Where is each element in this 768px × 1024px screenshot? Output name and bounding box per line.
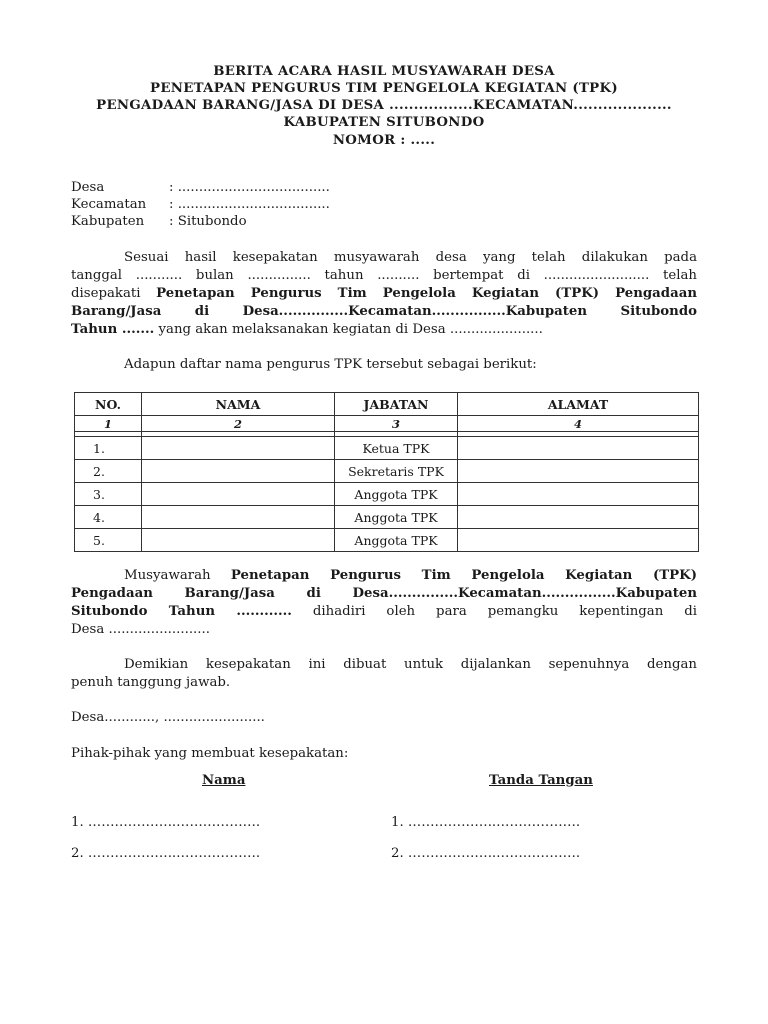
row-nama — [142, 529, 335, 552]
info-label-kabupaten: Kabupaten — [71, 214, 145, 229]
para3-line-1-b: Penetapan Pengurus Tim Pengelola Kegiatan (TPK) — [230, 568, 697, 583]
col-num-1: 1 — [75, 416, 142, 432]
para3-line-1-a: Musyawarah — [124, 568, 231, 583]
col-tanda-tangan-heading: Tanda Tangan — [489, 773, 593, 788]
tpk-table — [74, 392, 699, 552]
row-jabatan: Anggota TPK — [335, 506, 458, 529]
col-num-4: 4 — [458, 416, 699, 432]
col-num-3: 3 — [335, 416, 458, 432]
th-jabatan: JABATAN — [335, 393, 458, 416]
parties-label: Pihak-pihak yang membuat kesepakatan: — [71, 746, 349, 761]
info-value-kecamatan: : .................................... — [169, 197, 330, 212]
para1-line-3-b: Penetapan Pengurus Tim Pengelola Kegiatan (TPK) Pengadaan — [156, 286, 697, 301]
title-line-1: BERITA ACARA HASIL MUSYAWARAH DESA — [213, 64, 555, 79]
info-label-desa: Desa — [71, 180, 105, 195]
row-jabatan: Sekretaris TPK — [335, 460, 458, 483]
th-nama: NAMA — [142, 393, 335, 416]
table-header-row — [75, 393, 699, 416]
info-value-kabupaten: : Situbondo — [169, 214, 247, 229]
table-row — [75, 483, 699, 506]
row-no: 3. — [75, 483, 142, 506]
info-label-kecamatan: Kecamatan — [71, 197, 147, 212]
para3-line-4: Desa ........................ — [71, 622, 210, 637]
title-line-3: PENGADAAN BARANG/JASA DI DESA .................KECAMATAN.................... — [96, 98, 672, 113]
para3-line-3-b: dihadiri oleh para pemangku kepentingan di — [291, 604, 697, 619]
th-no: NO. — [75, 393, 142, 416]
row-alamat — [458, 437, 699, 460]
name-line-1: 1. ………………..………………. — [71, 815, 261, 830]
place-date: Desa............, ........................ — [71, 710, 265, 725]
signature-line-1: 1. ………………..………………. — [391, 815, 581, 830]
info-value-desa: : .................................... — [169, 180, 330, 195]
title-line-2: PENETAPAN PENGURUS TIM PENGELOLA KEGIATAN (TPK) — [150, 81, 618, 96]
title-nomor: NOMOR : ..... — [332, 133, 436, 148]
para4-line-2: penuh tanggung jawab. — [71, 675, 231, 690]
para3-line-3-a: Situbondo Tahun ............ — [71, 604, 292, 619]
para2: Adapun daftar nama pengurus TPK tersebut sebagai berikut: — [124, 357, 537, 372]
row-alamat — [458, 460, 699, 483]
row-jabatan: Anggota TPK — [335, 483, 458, 506]
table-row — [75, 460, 699, 483]
para3-line-3 — [71, 604, 697, 619]
row-alamat — [458, 529, 699, 552]
name-line-2: 2. ………………..………………. — [71, 846, 261, 861]
para1-line-2: tanggal ........... bulan ............... tahun .......... bertempat di ......................... telah — [71, 268, 697, 283]
row-no: 4. — [75, 506, 142, 529]
para4-line-1: Demikian kesepakatan ini dibuat untuk dijalankan sepenuhnya dengan — [124, 657, 697, 672]
para1-line-3 — [71, 286, 697, 301]
para1-line-5-b: yang akan melaksanakan kegiatan di Desa ...................... — [154, 322, 543, 337]
para1-line-5-a: Tahun ....... — [71, 322, 155, 337]
col-nama-heading: Nama — [202, 773, 246, 788]
row-jabatan: Anggota TPK — [335, 529, 458, 552]
row-no: 1. — [75, 437, 142, 460]
para3-line-1 — [124, 568, 697, 583]
table-row — [75, 529, 699, 552]
para3-line-2: Pengadaan Barang/Jasa di Desa...............Kecamatan................Kabupaten — [71, 586, 697, 601]
para1-line-5 — [71, 322, 543, 337]
table-number-row — [75, 416, 699, 432]
row-nama — [142, 506, 335, 529]
row-nama — [142, 483, 335, 506]
col-num-2: 2 — [142, 416, 335, 432]
row-alamat — [458, 483, 699, 506]
para1-line-1: Sesuai hasil kesepakatan musyawarah desa yang telah dilakukan pada — [124, 250, 697, 265]
row-no: 2. — [75, 460, 142, 483]
para1-line-3-a: disepakati — [71, 286, 157, 301]
title-line-4: KABUPATEN SITUBONDO — [283, 115, 485, 130]
signature-line-2: 2. ………………..………………. — [391, 846, 581, 861]
th-alamat: ALAMAT — [458, 393, 699, 416]
row-no: 5. — [75, 529, 142, 552]
table-row — [75, 506, 699, 529]
row-jabatan: Ketua TPK — [335, 437, 458, 460]
row-nama — [142, 437, 335, 460]
para1-line-4: Barang/Jasa di Desa...............Kecamatan................Kabupaten Situbondo — [71, 304, 697, 319]
row-nama — [142, 460, 335, 483]
row-alamat — [458, 506, 699, 529]
table-row — [75, 437, 699, 460]
